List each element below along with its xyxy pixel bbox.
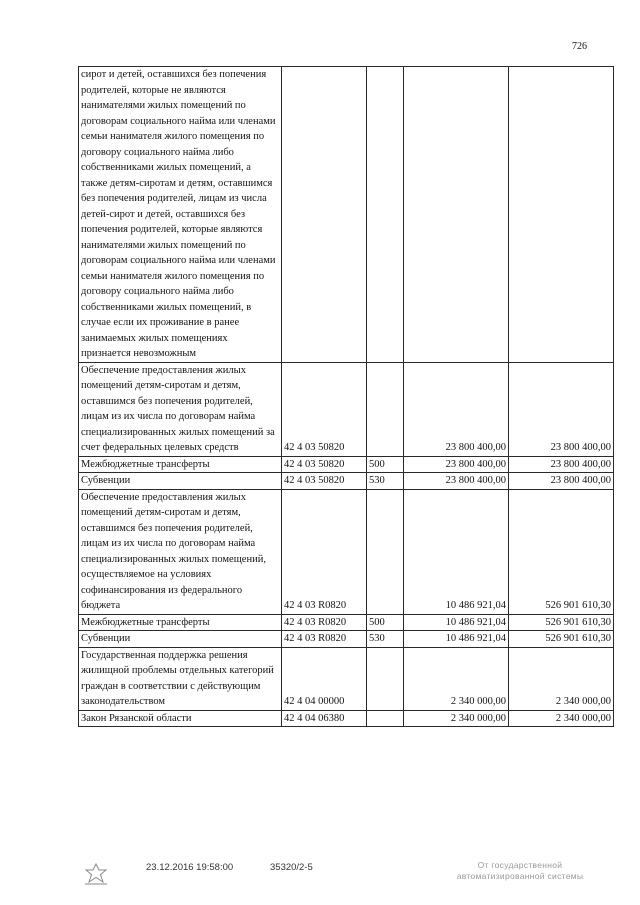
page-footer [0,860,640,900]
row-amount-2: 23 800 400,00 [509,456,614,473]
row-amount-1: 23 800 400,00 [404,473,509,490]
row-expense-type [367,710,404,727]
row-expense-type: 500 [367,614,404,631]
row-amount-2: 23 800 400,00 [509,362,614,456]
row-expense-type: 530 [367,631,404,648]
row-name: Субвенции [79,473,282,490]
row-code: 42 4 04 06380 [282,710,367,727]
row-amount-2: 2 340 000,00 [509,710,614,727]
table-row [79,489,614,614]
row-amount-1 [404,67,509,363]
row-code: 42 4 03 R0820 [282,631,367,648]
emblem-stamp-icon [82,862,110,886]
row-name: Межбюджетные трансферты [79,614,282,631]
table-row [79,362,614,456]
row-amount-1: 2 340 000,00 [404,710,509,727]
row-name: Межбюджетные трансферты [79,456,282,473]
system-watermark: От государственной автоматизированной системы [456,860,584,881]
row-code [282,67,367,363]
row-amount-1: 10 486 921,04 [404,614,509,631]
row-name: Обеспечение предоставления жилых помещений детям-сиротам и детям, оставшимся без попечения родителей, лицам из их числа по договорам найма специализированных жилых помещений за счет федеральных целевых средств [79,362,282,456]
footer-doc-number: 35320/2-5 [270,862,313,873]
row-amount-2: 2 340 000,00 [509,647,614,710]
row-name: Субвенции [79,631,282,648]
row-amount-1: 10 486 921,04 [404,489,509,614]
row-amount-1: 10 486 921,04 [404,631,509,648]
page-number: 726 [572,41,587,52]
row-expense-type [367,362,404,456]
table-row [79,647,614,710]
row-amount-2: 526 901 610,30 [509,614,614,631]
row-name: сирот и детей, оставшихся без попечения родителей, которые не являются нанимателями жилых помещений по договорам социального найма или членами семьи нанимателя жилого помещения по договору социального найма либо собственниками жилых помещений, а также детям-сиротам и детям, оставшимся без попечения родителей, лицам из числа детей-сирот и детей, оставшихся без попечения родителей, которые являются нанимателями жилых помещений по договорам социального найма или членами семьи нанимателя жилого помещения по договору социального найма либо собственниками жилых помещений, в случае если их проживание в ранее занимаемых жилых помещениях признается невозможным [79,67,282,363]
row-expense-type [367,489,404,614]
row-amount-1: 2 340 000,00 [404,647,509,710]
row-expense-type: 530 [367,473,404,490]
table-row [79,710,614,727]
row-amount-2 [509,67,614,363]
row-amount-1: 23 800 400,00 [404,362,509,456]
row-amount-2: 526 901 610,30 [509,489,614,614]
row-expense-type: 500 [367,456,404,473]
row-code: 42 4 03 R0820 [282,614,367,631]
row-code: 42 4 03 50820 [282,362,367,456]
row-code: 42 4 03 R0820 [282,489,367,614]
budget-table [78,66,614,727]
row-expense-type [367,67,404,363]
row-code: 42 4 03 50820 [282,473,367,490]
row-name: Обеспечение предоставления жилых помещений детям-сиротам и детям, оставшимся без попечения родителей, лицам из их числа по договорам найма специализированных жилых помещений, осуществляемое на условиях софинансирования из федерального бюджета [79,489,282,614]
table-row [79,456,614,473]
row-amount-2: 23 800 400,00 [509,473,614,490]
table-row [79,473,614,490]
row-name: Закон Рязанской области [79,710,282,727]
table-row [79,614,614,631]
row-code: 42 4 03 50820 [282,456,367,473]
row-code: 42 4 04 00000 [282,647,367,710]
table-row [79,631,614,648]
row-name: Государственная поддержка решения жилищной проблемы отдельных категорий граждан в соответствии с действующим законодательством [79,647,282,710]
row-expense-type [367,647,404,710]
row-amount-1: 23 800 400,00 [404,456,509,473]
footer-date: 23.12.2016 19:58:00 [146,862,234,873]
row-amount-2: 526 901 610,30 [509,631,614,648]
table-row [79,67,614,363]
